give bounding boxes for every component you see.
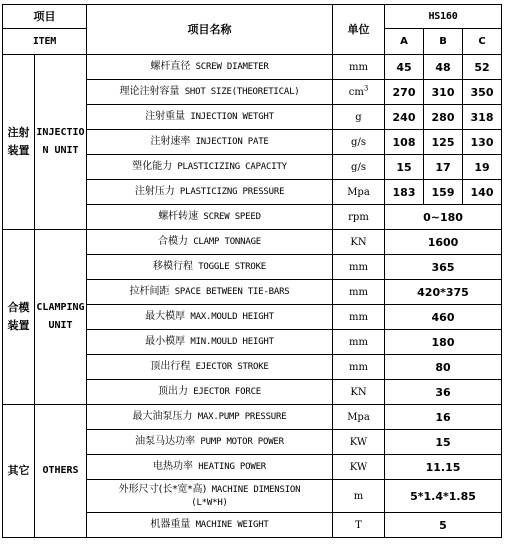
header-col-c: C xyxy=(463,29,502,55)
item-name-en: EJECTOR STROKE xyxy=(195,362,269,372)
item-unit xyxy=(333,205,385,230)
item-name-cn: 拉杆间距 xyxy=(129,286,170,297)
item-value-c: 140 xyxy=(463,180,502,205)
item-name xyxy=(87,513,333,538)
item-value: 365 xyxy=(385,255,502,280)
item-unit xyxy=(333,80,385,105)
unit-text: KN xyxy=(350,386,367,398)
item-name-en: SCREW DIAMETER xyxy=(195,62,269,72)
item-name xyxy=(87,405,333,430)
item-unit xyxy=(333,130,385,155)
item-unit xyxy=(333,513,385,538)
item-name xyxy=(87,80,333,105)
item-name-en: HEATING POWER xyxy=(198,462,267,472)
item-unit xyxy=(333,355,385,380)
item-value-c: 130 xyxy=(463,130,502,155)
item-unit xyxy=(333,55,385,80)
unit-text: Mpa xyxy=(347,411,370,423)
item-name-cn: 螺杆转速 xyxy=(158,211,199,222)
item-unit xyxy=(333,305,385,330)
item-value: 420*375 xyxy=(385,280,502,305)
group-label-cn: 合模装置 xyxy=(3,230,35,405)
item-unit xyxy=(333,405,385,430)
unit-text: g/s xyxy=(351,161,366,173)
item-value: 16 xyxy=(385,405,502,430)
item-name-en: TOGGLE STROKE xyxy=(198,262,267,272)
unit-superscript: 3 xyxy=(363,84,369,93)
item-value: 0~180 xyxy=(385,205,502,230)
item-name-en: MAX.MOULD HEIGHT xyxy=(190,312,274,322)
item-name-en: EJECTOR FORCE xyxy=(193,387,262,397)
item-name-cn: 螺杆直径 xyxy=(150,61,191,72)
item-name-en: MACHINE WEIGHT xyxy=(195,520,269,530)
unit-text: KW xyxy=(349,461,368,473)
item-name xyxy=(87,355,333,380)
table-row xyxy=(3,230,502,255)
header-col-b: B xyxy=(424,29,463,55)
item-name-cn: 外形尺寸(长*宽*高) xyxy=(118,483,207,495)
header-item-cn: 项目 xyxy=(3,5,87,29)
unit-text: mm xyxy=(349,336,368,348)
item-value: 1600 xyxy=(385,230,502,255)
item-name-cn: 塑化能力 xyxy=(132,161,173,172)
header-item-en: ITEM xyxy=(3,29,87,55)
item-value-b: 159 xyxy=(424,180,463,205)
item-unit xyxy=(333,380,385,405)
item-name-cn: 合模力 xyxy=(157,236,188,247)
item-unit xyxy=(333,430,385,455)
item-name-en: MAX.PUMP PRESSURE xyxy=(197,412,287,422)
item-name-cn: 注射压力 xyxy=(134,186,175,197)
item-name-cn: 最大模厚 xyxy=(145,311,186,322)
group-label-cn: 注射装置 xyxy=(3,55,35,230)
group-label-en: CLAMPING UNIT xyxy=(35,230,87,405)
unit-text: KW xyxy=(349,436,368,448)
item-unit xyxy=(333,230,385,255)
item-name-en: INJECTION WETGHT xyxy=(190,112,274,122)
item-unit xyxy=(333,330,385,355)
item-name xyxy=(87,255,333,280)
unit-text: mm xyxy=(349,361,368,373)
unit-text: m xyxy=(353,490,364,502)
item-name-cn: 注射速率 xyxy=(150,136,191,147)
header-col-a: A xyxy=(385,29,424,55)
item-name-cn: 顶出力 xyxy=(157,386,188,397)
unit-text: Mpa xyxy=(347,186,370,198)
unit-text: mm xyxy=(349,61,368,73)
item-value-a: 240 xyxy=(385,105,424,130)
unit-text: mm xyxy=(349,311,368,323)
item-name xyxy=(87,180,333,205)
item-value-a: 15 xyxy=(385,155,424,180)
header-row-1 xyxy=(3,5,502,29)
item-name xyxy=(87,380,333,405)
item-name xyxy=(87,105,333,130)
item-name xyxy=(87,155,333,180)
item-name xyxy=(87,55,333,80)
unit-text: T xyxy=(355,519,362,531)
item-unit xyxy=(333,255,385,280)
item-value-c: 350 xyxy=(463,80,502,105)
group-label-en: OTHERS xyxy=(35,405,87,538)
item-value-c: 318 xyxy=(463,105,502,130)
item-name xyxy=(87,130,333,155)
item-name-en: CLAMP TONNAGE xyxy=(193,237,262,247)
item-name xyxy=(87,480,333,513)
item-name xyxy=(87,430,333,455)
item-name xyxy=(87,455,333,480)
header-name-cn: 项目名称 xyxy=(87,5,333,55)
item-value: 15 xyxy=(385,430,502,455)
group-label-en: INJECTION UNIT xyxy=(35,55,87,230)
item-unit xyxy=(333,180,385,205)
item-name-cn: 电热功率 xyxy=(152,461,193,472)
unit-text: mm xyxy=(349,261,368,273)
header-unit-cn: 单位 xyxy=(333,5,385,55)
item-value-c: 19 xyxy=(463,155,502,180)
item-value-b: 125 xyxy=(424,130,463,155)
item-name-en: MACHINE DIMENSION xyxy=(211,484,301,495)
item-value: 5*1.4*1.85 xyxy=(385,480,502,513)
unit-text: g xyxy=(355,111,362,123)
item-name xyxy=(87,330,333,355)
item-value-b: 48 xyxy=(424,55,463,80)
item-name-cn: 注射重量 xyxy=(145,111,186,122)
item-unit xyxy=(333,280,385,305)
item-name-en-line2: (L*W*H) xyxy=(191,497,228,508)
item-name-en: SHOT SIZE(THEORETICAL) xyxy=(184,87,300,97)
item-unit xyxy=(333,105,385,130)
item-name xyxy=(87,230,333,255)
item-unit xyxy=(333,480,385,513)
item-value-a: 270 xyxy=(385,80,424,105)
item-name-en: SCREW SPEED xyxy=(203,212,261,222)
table-row xyxy=(3,405,502,430)
unit-text: cm xyxy=(348,86,364,98)
item-value: 11.15 xyxy=(385,455,502,480)
unit-text: rpm xyxy=(348,211,369,223)
item-name xyxy=(87,280,333,305)
item-name-en: PLASTICIZNG PRESSURE xyxy=(179,187,285,197)
item-value: 5 xyxy=(385,513,502,538)
unit-text: mm xyxy=(349,286,368,298)
item-unit xyxy=(333,155,385,180)
item-name-en: PUMP MOTOR POWER xyxy=(200,437,284,447)
item-unit xyxy=(333,455,385,480)
item-value-c: 52 xyxy=(463,55,502,80)
item-value: 460 xyxy=(385,305,502,330)
item-name-cn: 顶出行程 xyxy=(150,361,191,372)
spec-table-container xyxy=(2,4,502,538)
item-value-b: 280 xyxy=(424,105,463,130)
item-name-cn: 移模行程 xyxy=(152,261,193,272)
item-name xyxy=(87,205,333,230)
item-name-cn: 油泵马达功率 xyxy=(135,436,196,447)
table-row xyxy=(3,55,502,80)
unit-text: g/s xyxy=(351,136,366,148)
item-value-a: 183 xyxy=(385,180,424,205)
item-value-a: 45 xyxy=(385,55,424,80)
item-name-cn: 最大油泵压力 xyxy=(132,411,193,422)
item-value-b: 310 xyxy=(424,80,463,105)
item-value: 180 xyxy=(385,330,502,355)
item-value: 36 xyxy=(385,380,502,405)
item-value-a: 108 xyxy=(385,130,424,155)
item-name-en: SPACE BETWEEN TIE-BARS xyxy=(174,287,290,297)
item-name-en: MIN.MOULD HEIGHT xyxy=(190,337,274,347)
machine-spec-table xyxy=(2,4,502,538)
unit-text: KN xyxy=(350,236,367,248)
item-value: 80 xyxy=(385,355,502,380)
item-name-cn: 机器重量 xyxy=(150,519,191,530)
header-model: HS160 xyxy=(385,5,502,29)
item-name-en: INJECTION PATE xyxy=(195,137,269,147)
group-label-cn: 其它 xyxy=(3,405,35,538)
item-value-b: 17 xyxy=(424,155,463,180)
item-name-cn: 理论注射容量 xyxy=(119,86,180,97)
item-name-cn: 最小模厚 xyxy=(145,336,186,347)
item-name-en: PLASTICIZING CAPACITY xyxy=(177,162,287,172)
item-name xyxy=(87,305,333,330)
